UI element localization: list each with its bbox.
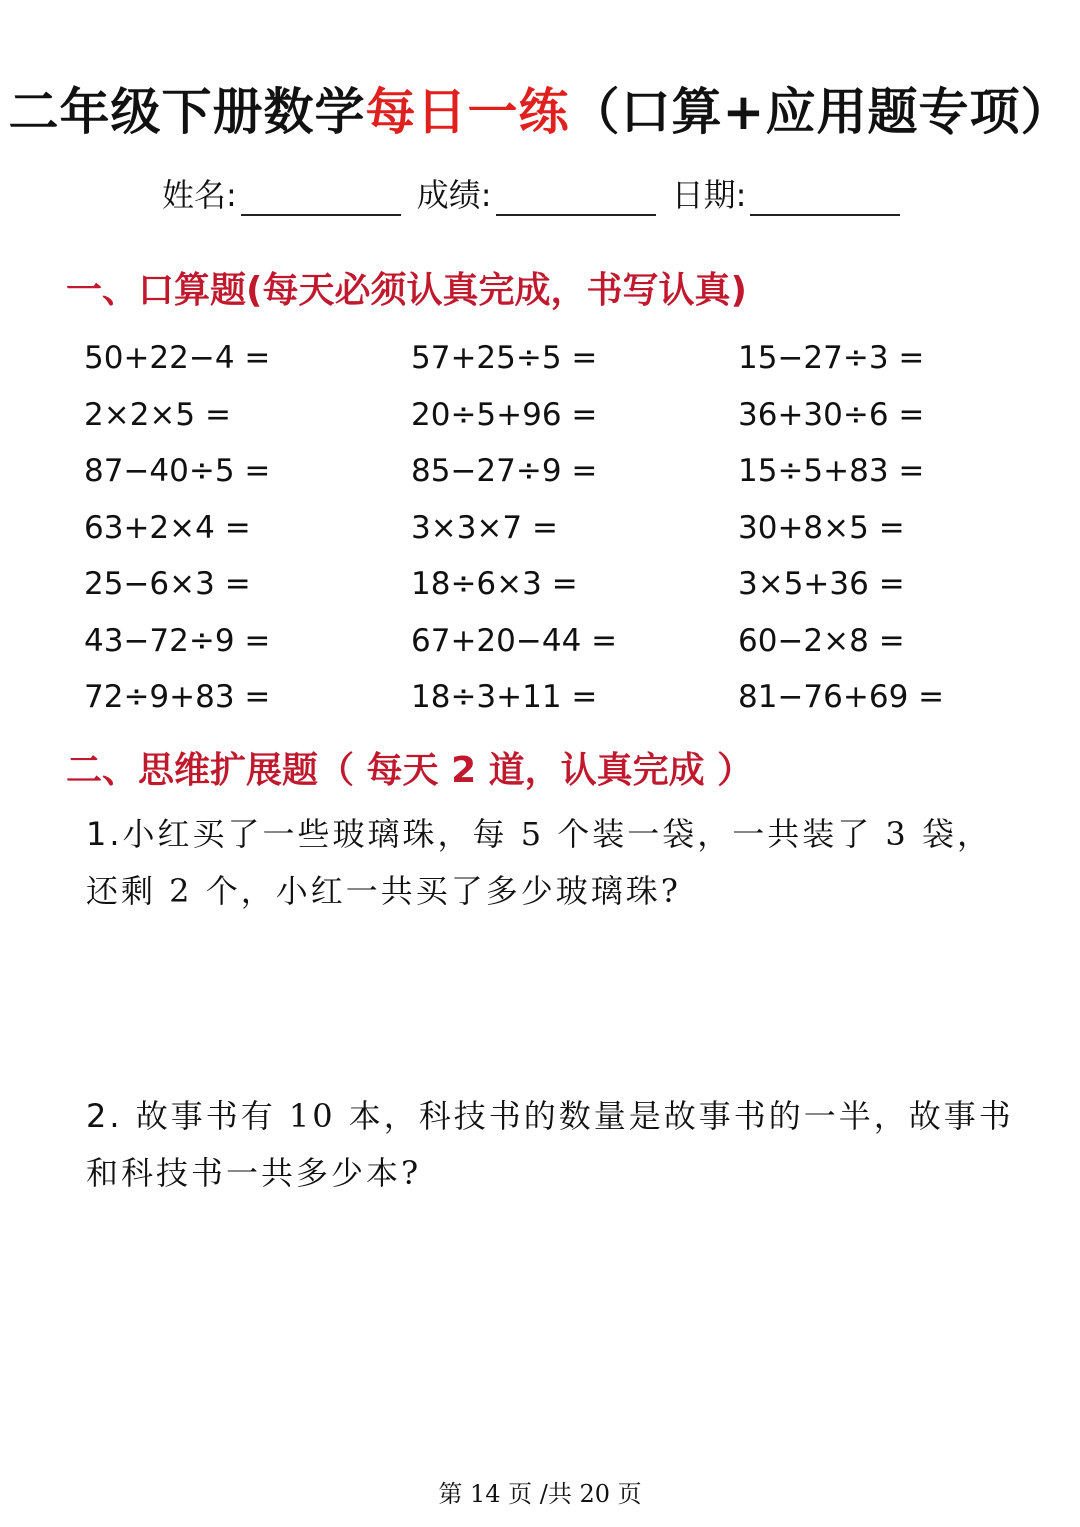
word-problem-2 [86,1088,1026,1202]
math-problem: 3×3×7 = [411,509,558,546]
title-accent: 每日一练 [365,83,570,141]
math-problem: 81−76+69 = [738,679,945,716]
math-problem: 43−72÷9 = [84,622,271,659]
math-problem: 57+25÷5 = [411,340,598,377]
math-problem: 30+8×5 = [738,509,905,546]
math-problem: 72÷9+83 = [84,679,271,716]
math-problem: 18÷6×3 = [411,566,578,603]
math-problem: 85−27÷9 = [411,453,598,490]
math-problem: 15÷5+83 = [738,453,925,490]
math-problem: 36+30÷6 = [738,396,925,433]
math-problem: 67+20−44 = [411,622,618,659]
date-label: 日期: [671,176,747,214]
math-problem: 60−2×8 = [738,622,905,659]
math-problem: 63+2×4 = [84,509,251,546]
math-problem: 2×2×5 = [84,396,231,433]
math-problem: 15−27÷3 = [738,340,925,377]
name-field[interactable] [162,170,401,216]
word-problem-1 [86,806,1026,920]
page-footer: 第 14 页 /共 20 页 [438,1480,642,1508]
score-blank-line[interactable] [496,182,656,216]
math-problem: 3×5+36 = [738,566,905,603]
question-text: 小红买了一些玻璃珠，每 5 个装一袋，一共装了 3 袋，还剩 2 个，小红一共买了多少玻璃珠? [86,815,992,910]
name-blank-line[interactable] [241,182,401,216]
date-blank-line[interactable] [750,182,900,216]
mental-math-problems [84,330,1004,726]
math-problem: 18÷3+11 = [411,679,598,716]
question-number: 2. [86,1097,123,1135]
title-part-1: 二年级下册数学 [8,83,366,141]
math-problem: 50+22−4 = [84,340,271,377]
title-part-3: （口算+应用题专项） [569,83,1072,141]
math-problem: 87−40÷5 = [84,453,271,490]
student-info-row [162,170,916,216]
score-field[interactable] [417,170,656,216]
question-text: 故事书有 10 本，科技书的数量是故事书的一半，故事书和科技书一共多少本? [86,1097,1014,1192]
math-problem: 25−6×3 = [84,566,251,603]
section-2-heading: 二、思维扩展题（ 每天 2 道，认真完成 ） [66,750,754,791]
name-label: 姓名: [162,176,237,214]
page-title [0,72,1080,144]
question-number: 1. [86,815,123,853]
date-field[interactable] [672,170,901,216]
math-problem: 20÷5+96 = [411,396,598,433]
score-label: 成绩: [416,176,492,214]
section-1-heading: 一、口算题(每天必须认真完成，书写认真) [66,270,747,311]
